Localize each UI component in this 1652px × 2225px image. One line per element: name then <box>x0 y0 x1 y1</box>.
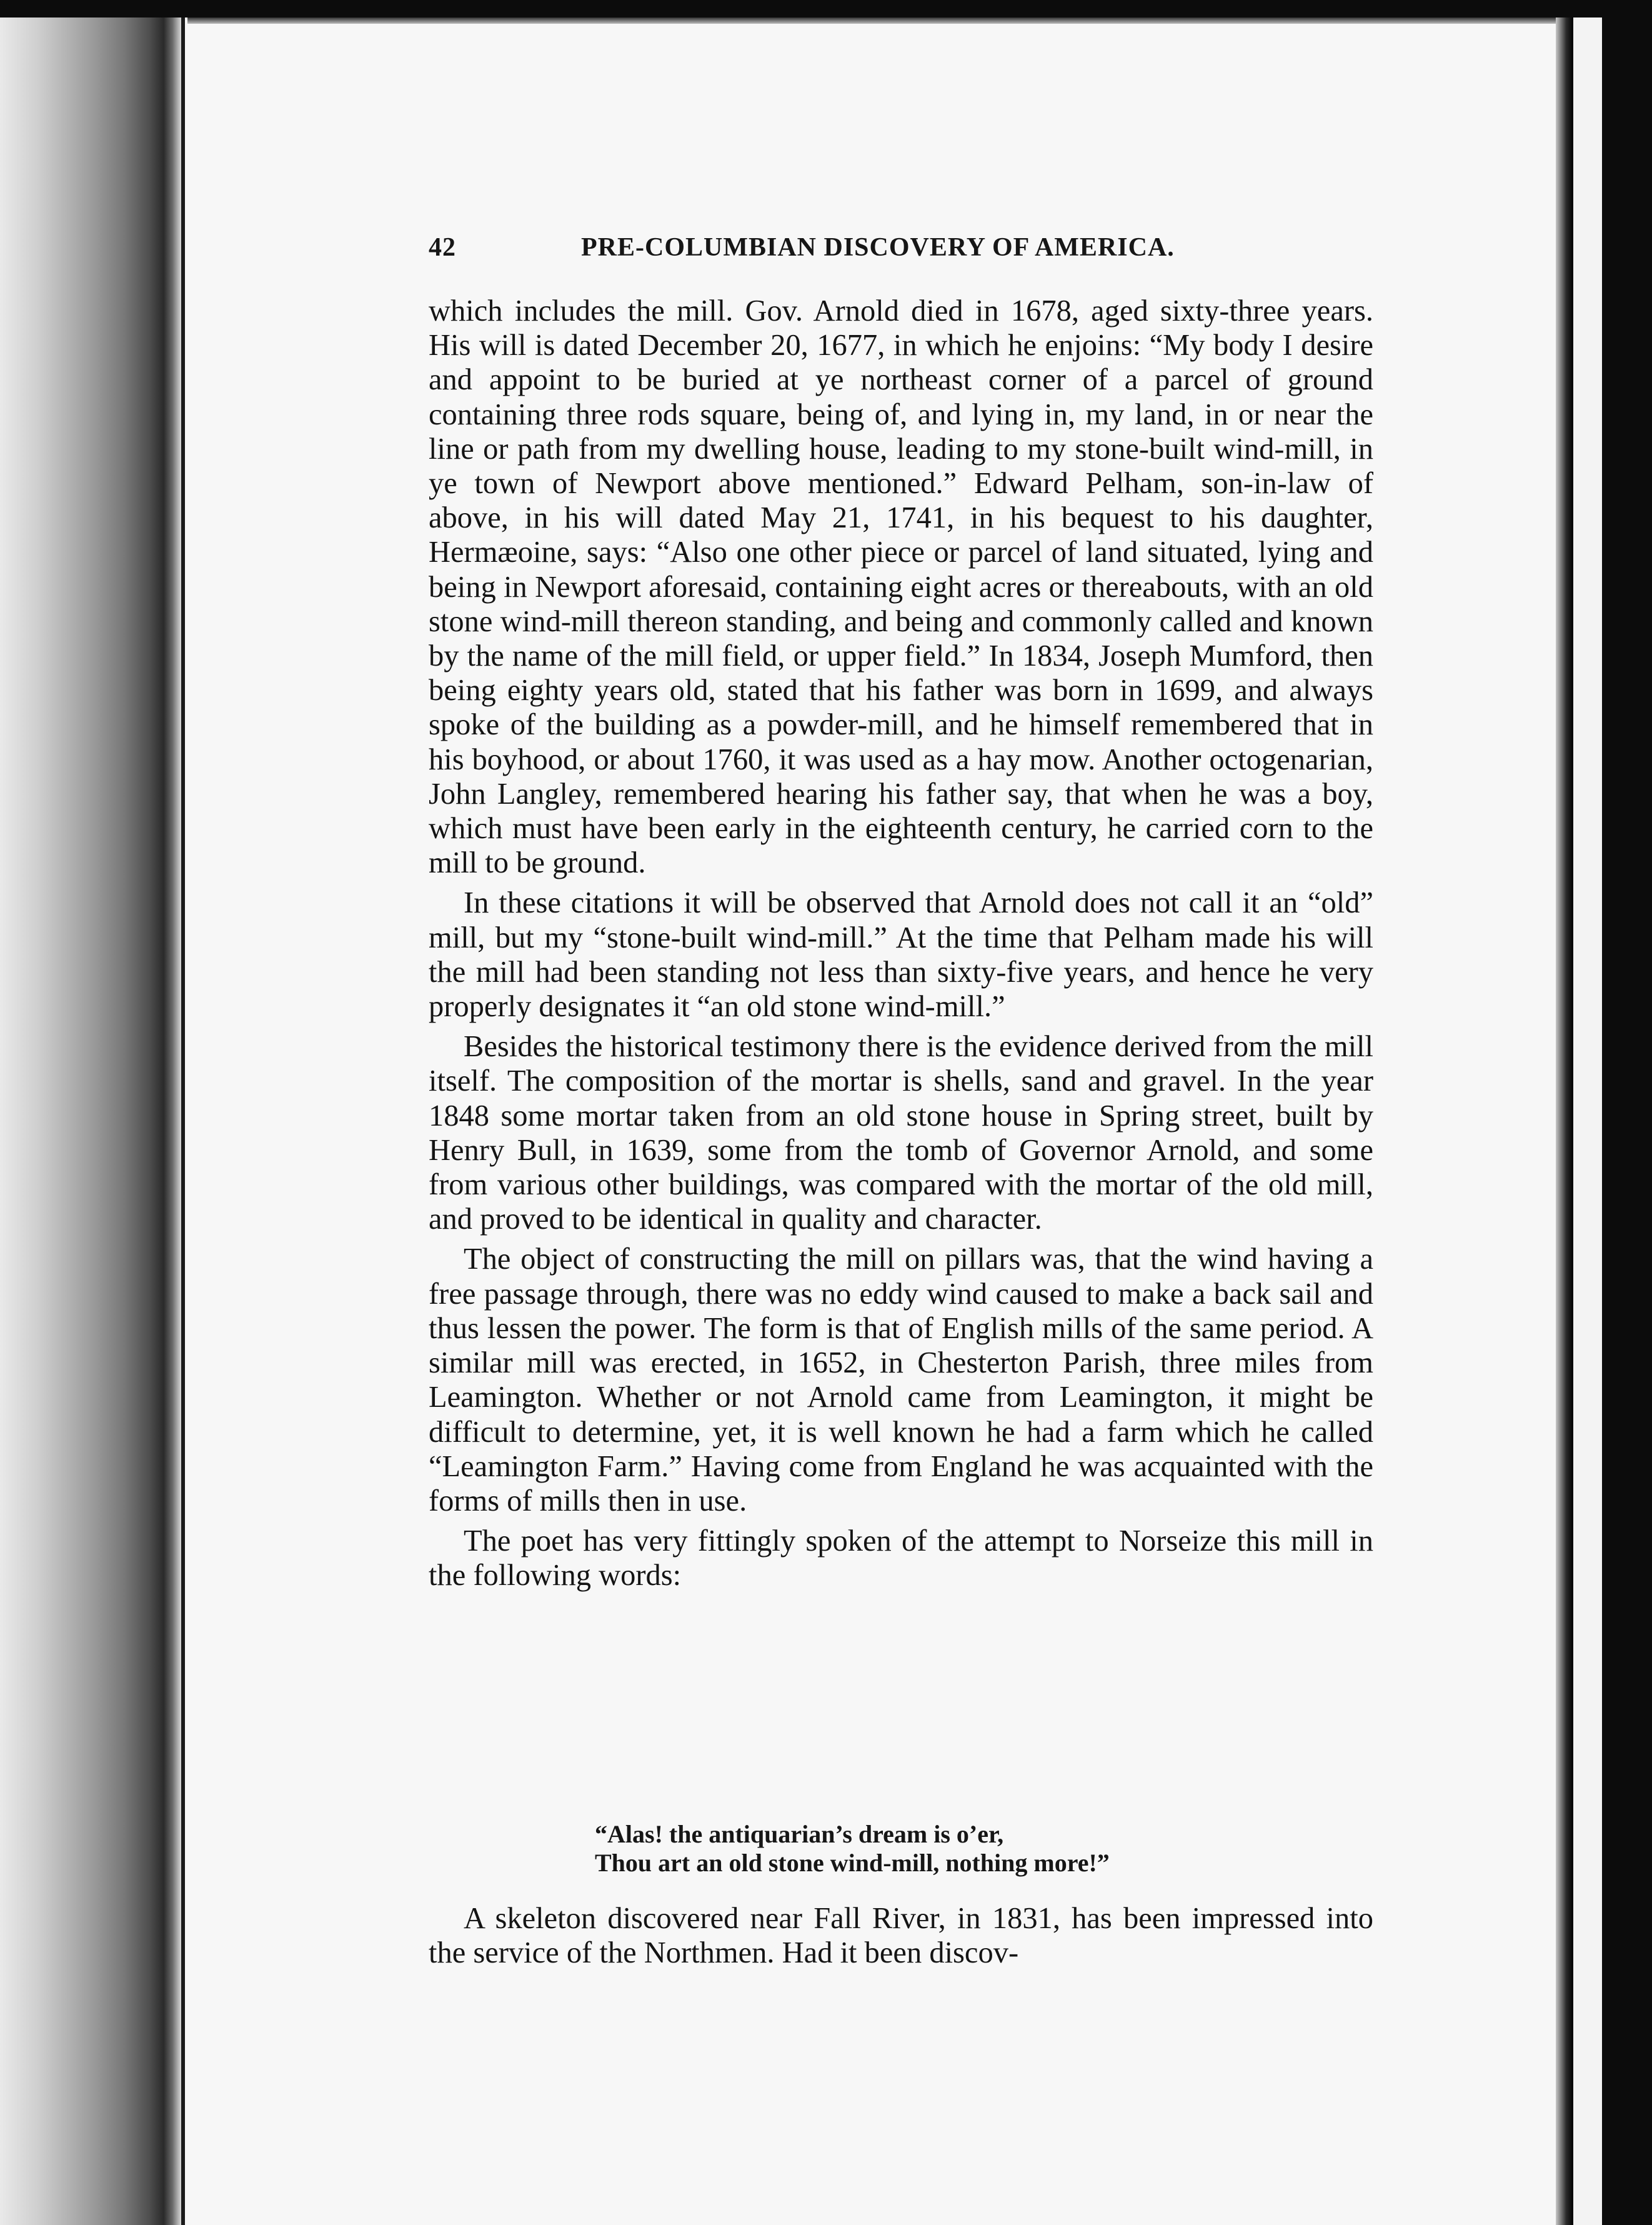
running-head <box>429 232 1228 270</box>
running-title: PRE-COLUMBIAN DISCOVERY OF AMERICA. <box>581 233 1175 262</box>
paragraph-2: In these citations it will be observed that Arnold does not call it an “old” mill, but my “stone-built wind-mill.” At the time that Pelham made his will the mill had been standing not less than sixty-five years, and hence he very properly designates it “an old stone wind-mill.” <box>429 886 1373 1024</box>
scan-border-top <box>0 0 1652 18</box>
paragraph-4: The object of constructing the mill on pillars was, that the wind having a free passage through, there was no eddy wind caused to make a back sail and thus lessen the power. The form is that of English mills of the same period. A similar mill was erected, in 1652, in Chesterton Parish, three miles from Leamington. Whether or not Arnold came from Leamington, it might be difficult to determine, yet, it is well known he had a farm which he called “Leamington Farm.” Having come from England he was acquainted with the forms of mills then in use. <box>429 1242 1373 1518</box>
verse-line-1: “Alas! the antiquarian’s dream is o’er, <box>595 1820 1004 1848</box>
facing-page-edge <box>1573 18 1602 2225</box>
page-number: 42 <box>429 233 456 262</box>
book-spine-shadow <box>0 0 181 2225</box>
paragraph-3: Besides the historical testimony there is the evidence derived from the mill itself. The composition of the mortar is shells, sand and gravel. In the year 1848 some mortar taken from an old stone house in Spring street, built by Henry Bull, in 1639, some from the tomb of Governor Arnold, and some from various other buildings, was compared with the mortar of the old mill, and proved to be identical in quality and character. <box>429 1030 1373 1236</box>
page-gutter-shadow <box>1556 18 1573 2225</box>
paragraph-1: which includes the mill. Gov. Arnold died in 1678, aged sixty-three years. His will is dated December 20, 1677, in which he enjoins: “My body I desire and appoint to be buried at ye northeast corner of a parcel of ground containing three rods square, being of, and lying in, my land, in or near the line or path from my dwelling house, leading to my stone-built wind-mill, in ye town of Newport above mentioned.” Edward Pelham, son-in-law of above, in his will dated May 21, 1741, in his bequest to his daughter, Hermæoine, says: “Also one other piece or parcel of land situated, lying and being in Newport aforesaid, containing eight acres or thereabouts, with an old stone wind-mill thereon standing, and being and commonly called and known by the name of the mill field, or upper field.” In 1834, Joseph Mumford, then being eighty years old, stated that his father was born in 1699, and always spoke of the building as a powder-mill, and he himself remembered that in his boyhood, or about 1760, it was used as a hay mow. Another octogenarian, John Langley, remembered hearing his father say, that when he was a boy, which must have been early in the eighteenth century, he carried corn to the mill to be ground. <box>429 294 1373 880</box>
verse-quotation <box>595 1820 1282 1878</box>
verse-line-2: Thou art an old stone wind-mill, nothing more!” <box>595 1849 1110 1877</box>
closing-paragraph: A skeleton discovered near Fall River, in 1831, has been impressed into the service of the Northmen. Had it been discov- <box>429 1902 1373 1970</box>
page-top-edge <box>187 18 1556 24</box>
paragraph-5: The poet has very fittingly spoken of the attempt to Norseize this mill in the following words: <box>429 1524 1373 1592</box>
body-text <box>429 294 1373 1593</box>
scan-border-right <box>1602 0 1652 2225</box>
